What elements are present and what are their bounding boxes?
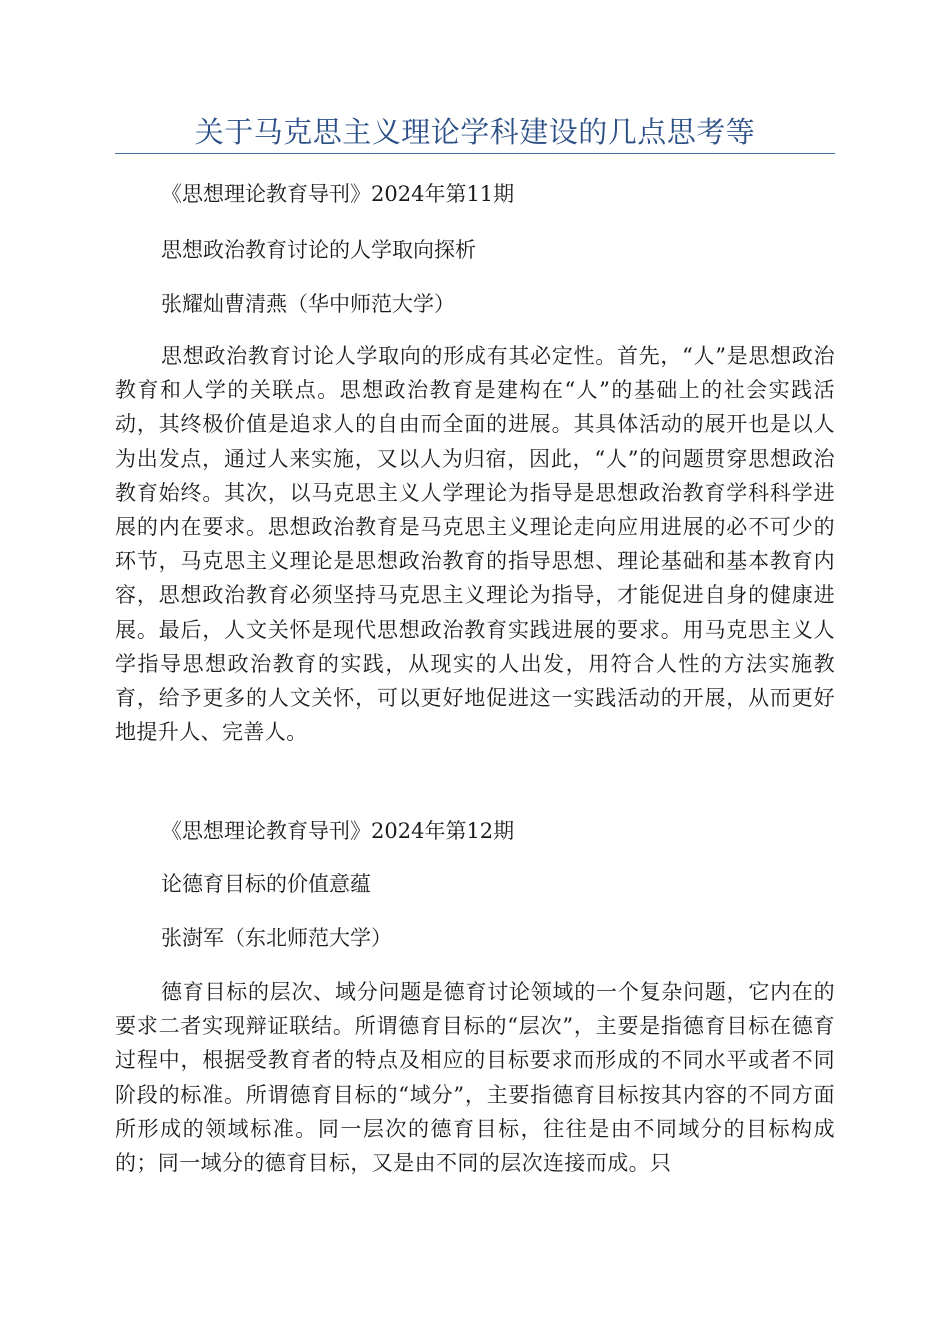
article-1-author: 张耀灿曹清燕（华中师范大学） — [161, 292, 455, 316]
title-underline — [115, 153, 835, 154]
article-1-source: 《思想理论教育导刊》2024年第11期 — [161, 182, 515, 206]
article-2-source: 《思想理论教育导刊》2024年第12期 — [161, 819, 515, 843]
article-1-title: 思想政治教育讨论的人学取向探析 — [161, 238, 476, 262]
article-2-title: 论德育目标的价值意蕴 — [161, 872, 371, 896]
document-title: 关于马克思主义理论学科建设的几点思考等 — [194, 115, 756, 149]
article-2-body: 德育目标的层次、域分问题是德育讨论领域的一个复杂问题，它内在的要求二者实现辩证联结。所谓德育目标的“层次”，主要是指德育目标在德育过程中，根据受教育者的特点及相应的目标要求而形成的不同水平或者不同阶段的标准。所谓德育目标的“域分”，主要指德育目标按其内容的不同方面所形成的领域标准。同一层次的德育目标，往往是由不同域分的目标构成的；同一域分的德育目标，又是由不同的层次连接而成。只 — [115, 980, 835, 1176]
article-1-body: 思想政治教育讨论人学取向的形成有其必定性。首先，“人”是思想政治教育和人学的关联点。思想政治教育是建构在“人”的基础上的社会实践活动，其终极价值是追求人的自由而全面的进展。其具体活动的展开也是以人为出发点，通过人来实施，又以人为归宿，因此，“人”的问题贯穿思想政治教育始终。其次，以马克思主义人学理论为指导是思想政治教育学科科学进展的内在要求。思想政治教育是马克思主义理论走向应用进展的必不可少的环节，马克思主义理论是思想政治教育的指导思想、理论基础和基本教育内容，思想政治教育必须坚持马克思主义理论为指导，才能促进自身的健康进展。最后，人文关怀是现代思想政治教育实践进展的要求。用马克思主义人学指导思想政治教育的实践，从现实的人出发，用符合人性的方法实施教育，给予更多的人文关怀，可以更好地促进这一实践活动的开展，从而更好地提升人、完善人。 — [115, 344, 835, 745]
article-2-author: 张澍军（东北师范大学） — [161, 926, 392, 950]
